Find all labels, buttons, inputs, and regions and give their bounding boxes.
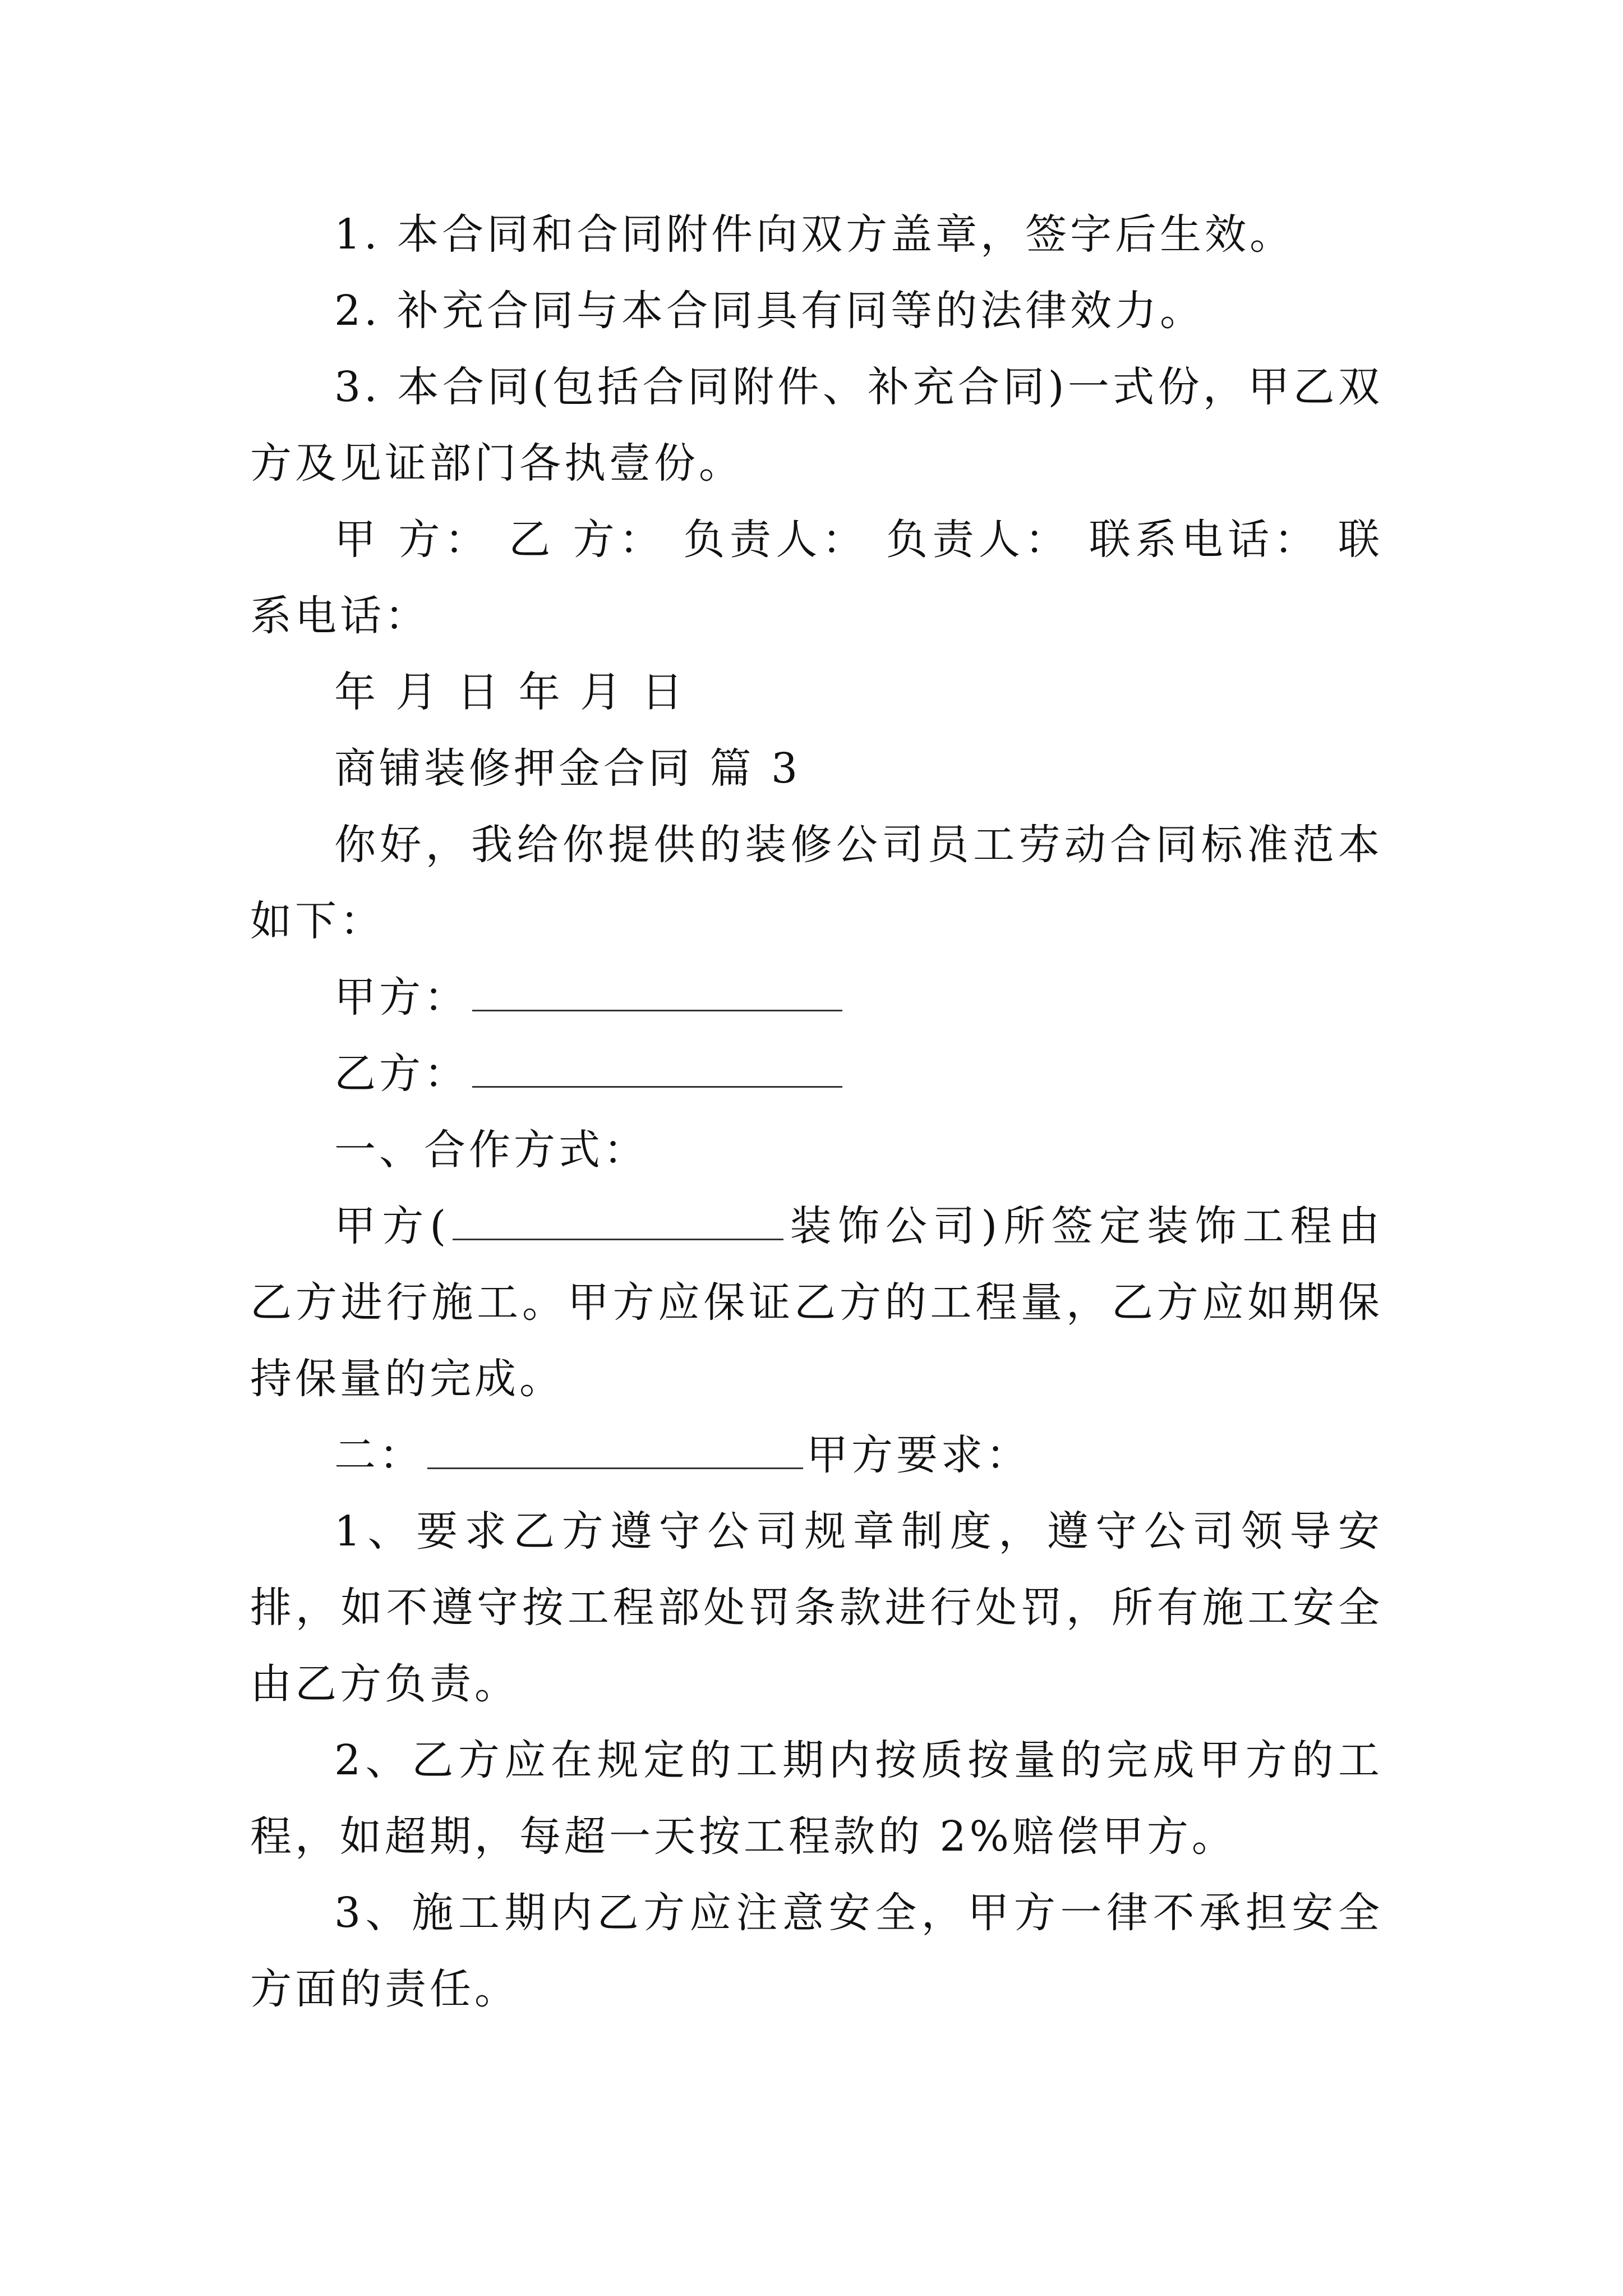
section-title: 商铺装修押金合同 篇 3 [334, 744, 801, 793]
party-a-label: 甲方： [334, 973, 469, 1022]
requirement-1: 1、要求乙方遵守公司规章制度，遵守公司领导安排，如不遵守按工程部处罚条款进行处罚，所有施工安全由乙方负责。 [250, 1507, 1383, 1708]
paragraph-clause-1: 1. 本合同和合同附件向双方盖章，签字后生效。 [334, 210, 1295, 259]
requirements-heading [250, 1417, 1383, 1493]
party-a-blank [472, 961, 842, 1011]
intro-paragraph: 你好，我给你提供的装修公司员工劳动合同标准范本如下： [250, 821, 1383, 945]
paragraph-clause-2: 2. 补充合同与本合同具有同等的法律效力。 [334, 287, 1205, 335]
party-b-blank [472, 1038, 842, 1088]
party-b-label: 乙方： [334, 1050, 469, 1098]
party-b-line [250, 1036, 1383, 1112]
requirements-before: 二： [334, 1431, 424, 1479]
requirement-2: 2、乙方应在规定的工期内按质按量的完成甲方的工程，如超期，每超一天按工程款的 2%赔偿甲方。 [250, 1736, 1383, 1861]
requirement-3: 3、施工期内乙方应注意安全，甲方一律不承担安全方面的责任。 [250, 1889, 1383, 2013]
cooperation-after: 装饰公司)所签定装饰工程由乙方进行施工。甲方应保证乙方的工程量，乙方应如期保持保量的完成。 [250, 1202, 1383, 1403]
paragraph-clause-3: 3. 本合同(包括合同附件、补充合同)一式份，甲乙双方及见证部门各执壹份。 [250, 363, 1383, 487]
company-blank [453, 1190, 783, 1240]
document-body [250, 196, 1383, 2027]
party-a-line [250, 959, 1383, 1036]
cooperation-heading: 一、合作方式： [334, 1126, 648, 1174]
requirements-after: 甲方要求： [806, 1431, 1031, 1479]
cooperation-paragraph [250, 1188, 1383, 1417]
requirements-blank [427, 1419, 803, 1469]
date-line: 年 月 日 年 月 日 [334, 668, 686, 716]
cooperation-before: 甲方( [334, 1202, 450, 1250]
signature-line: 甲 方： 乙 方： 负责人： 负责人： 联系电话： 联系电话： [250, 516, 1383, 640]
